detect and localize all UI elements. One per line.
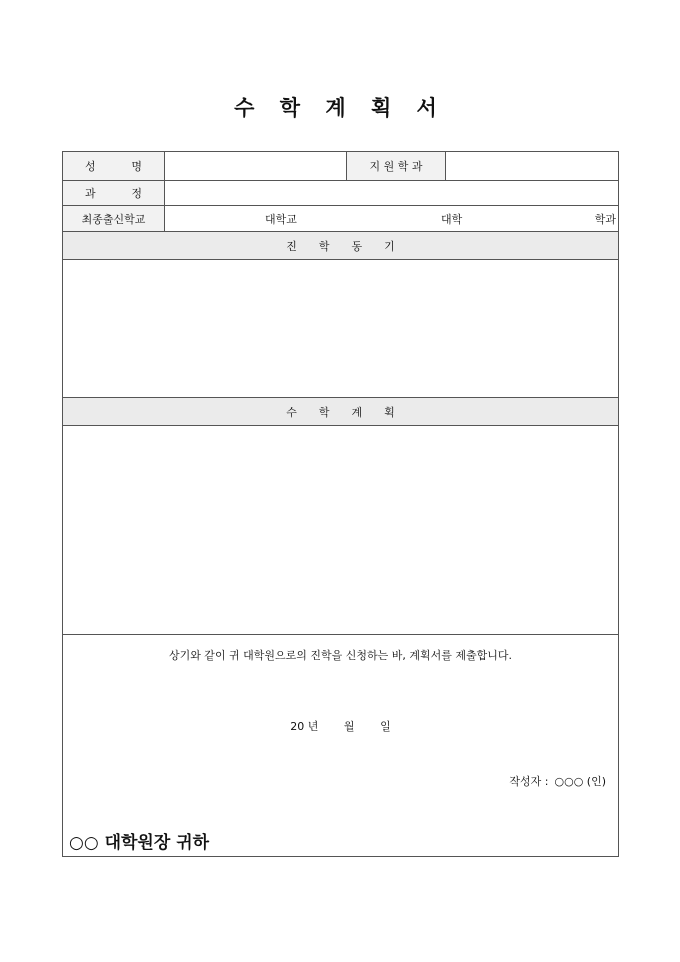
motivation-area[interactable] xyxy=(63,260,618,398)
writer-line xyxy=(509,773,606,789)
declaration-block xyxy=(63,635,618,856)
name-row xyxy=(63,152,618,181)
document-title: 수 학 계 획 서 xyxy=(234,96,446,120)
name-label xyxy=(63,152,165,180)
date-year: 20 년 xyxy=(290,720,319,733)
name-label-char-1: 성 xyxy=(85,160,96,173)
course-field[interactable] xyxy=(165,181,618,205)
declaration-statement: 상기와 같이 귀 대학원으로의 진학을 신청하는 바, 계획서를 제출합니다. xyxy=(168,649,513,662)
recipient: ○○ 대학원장 귀하 xyxy=(69,833,210,853)
plan-area[interactable] xyxy=(63,426,618,635)
college-suffix: 대학 xyxy=(441,212,463,226)
date-line xyxy=(63,718,618,734)
writer-name: ○○○ (인) xyxy=(554,775,606,788)
course-label-char-2: 정 xyxy=(131,187,142,200)
motivation-header xyxy=(63,232,618,260)
motivation-header-label: 진학동기 xyxy=(286,239,417,253)
course-row xyxy=(63,181,618,206)
date-day: 일 xyxy=(380,720,391,733)
date-month: 월 xyxy=(343,720,355,733)
writer-label: 작성자 : xyxy=(509,775,549,788)
name-field[interactable] xyxy=(165,152,347,180)
plan-header-label: 수학계획 xyxy=(286,405,417,419)
plan-header xyxy=(63,398,618,426)
dept-field[interactable] xyxy=(446,152,618,180)
study-plan-form xyxy=(62,151,619,857)
dept-suffix: 학과 xyxy=(594,212,616,226)
school-field[interactable] xyxy=(165,206,618,231)
name-label-char-2: 명 xyxy=(131,160,142,173)
university-suffix: 대학교 xyxy=(265,212,297,226)
course-label-char-1: 과 xyxy=(85,187,96,200)
course-label xyxy=(63,181,165,205)
school-label: 최종출신학교 xyxy=(63,206,165,231)
school-row xyxy=(63,206,618,232)
dept-label: 지 원 학 과 xyxy=(347,152,446,180)
